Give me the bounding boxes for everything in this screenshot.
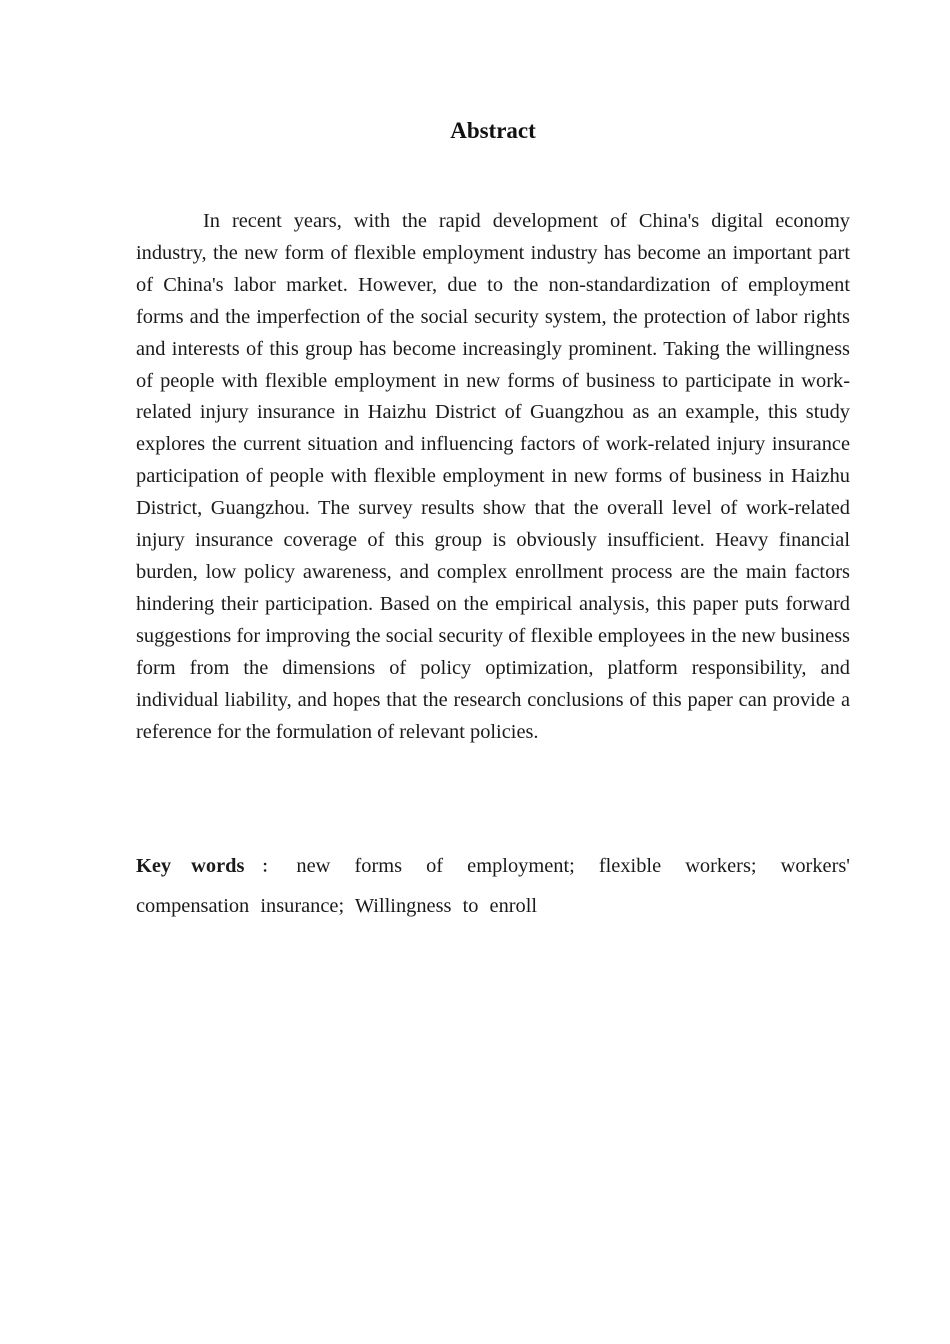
abstract-heading: Abstract — [450, 118, 536, 143]
keywords-line — [136, 847, 850, 926]
keywords-label: Key words — [136, 855, 245, 877]
abstract-paragraph: In recent years, with the rapid development of China's digital economy industry, the new form of flexible employment industry has become an important part of China's labor market. However, due to the non-standardization of employment forms and the imperfection of the social security system, the protection of labor rights and interests of this group has become increasingly prominent. Taking the willingness of people with flexible employment in new forms of business to participate in work-related injury insurance in Haizhu District of Guangzhou as an example, this study explores the current situation and influencing factors of work-related injury insurance participation of people with flexible employment in new forms of business in Haizhu District, Guangzhou. The survey results show that the overall level of work-related injury insurance coverage of this group is obviously insufficient. Heavy financial burden, low policy awareness, and complex enrollment process are the main factors hindering their participation. Based on the empirical analysis, this paper puts forward suggestions for improving the social security of flexible employees in the new business form from the dimensions of policy optimization, platform responsibility, and individual liability, and hopes that the research conclusions of this paper can provide a reference for the formulation of relevant policies. — [136, 210, 850, 743]
keywords-text: new forms of employment; flexible workers; workers' compensation insurance; Willingness to enroll — [136, 855, 850, 917]
keywords-separator: ： — [248, 859, 291, 876]
